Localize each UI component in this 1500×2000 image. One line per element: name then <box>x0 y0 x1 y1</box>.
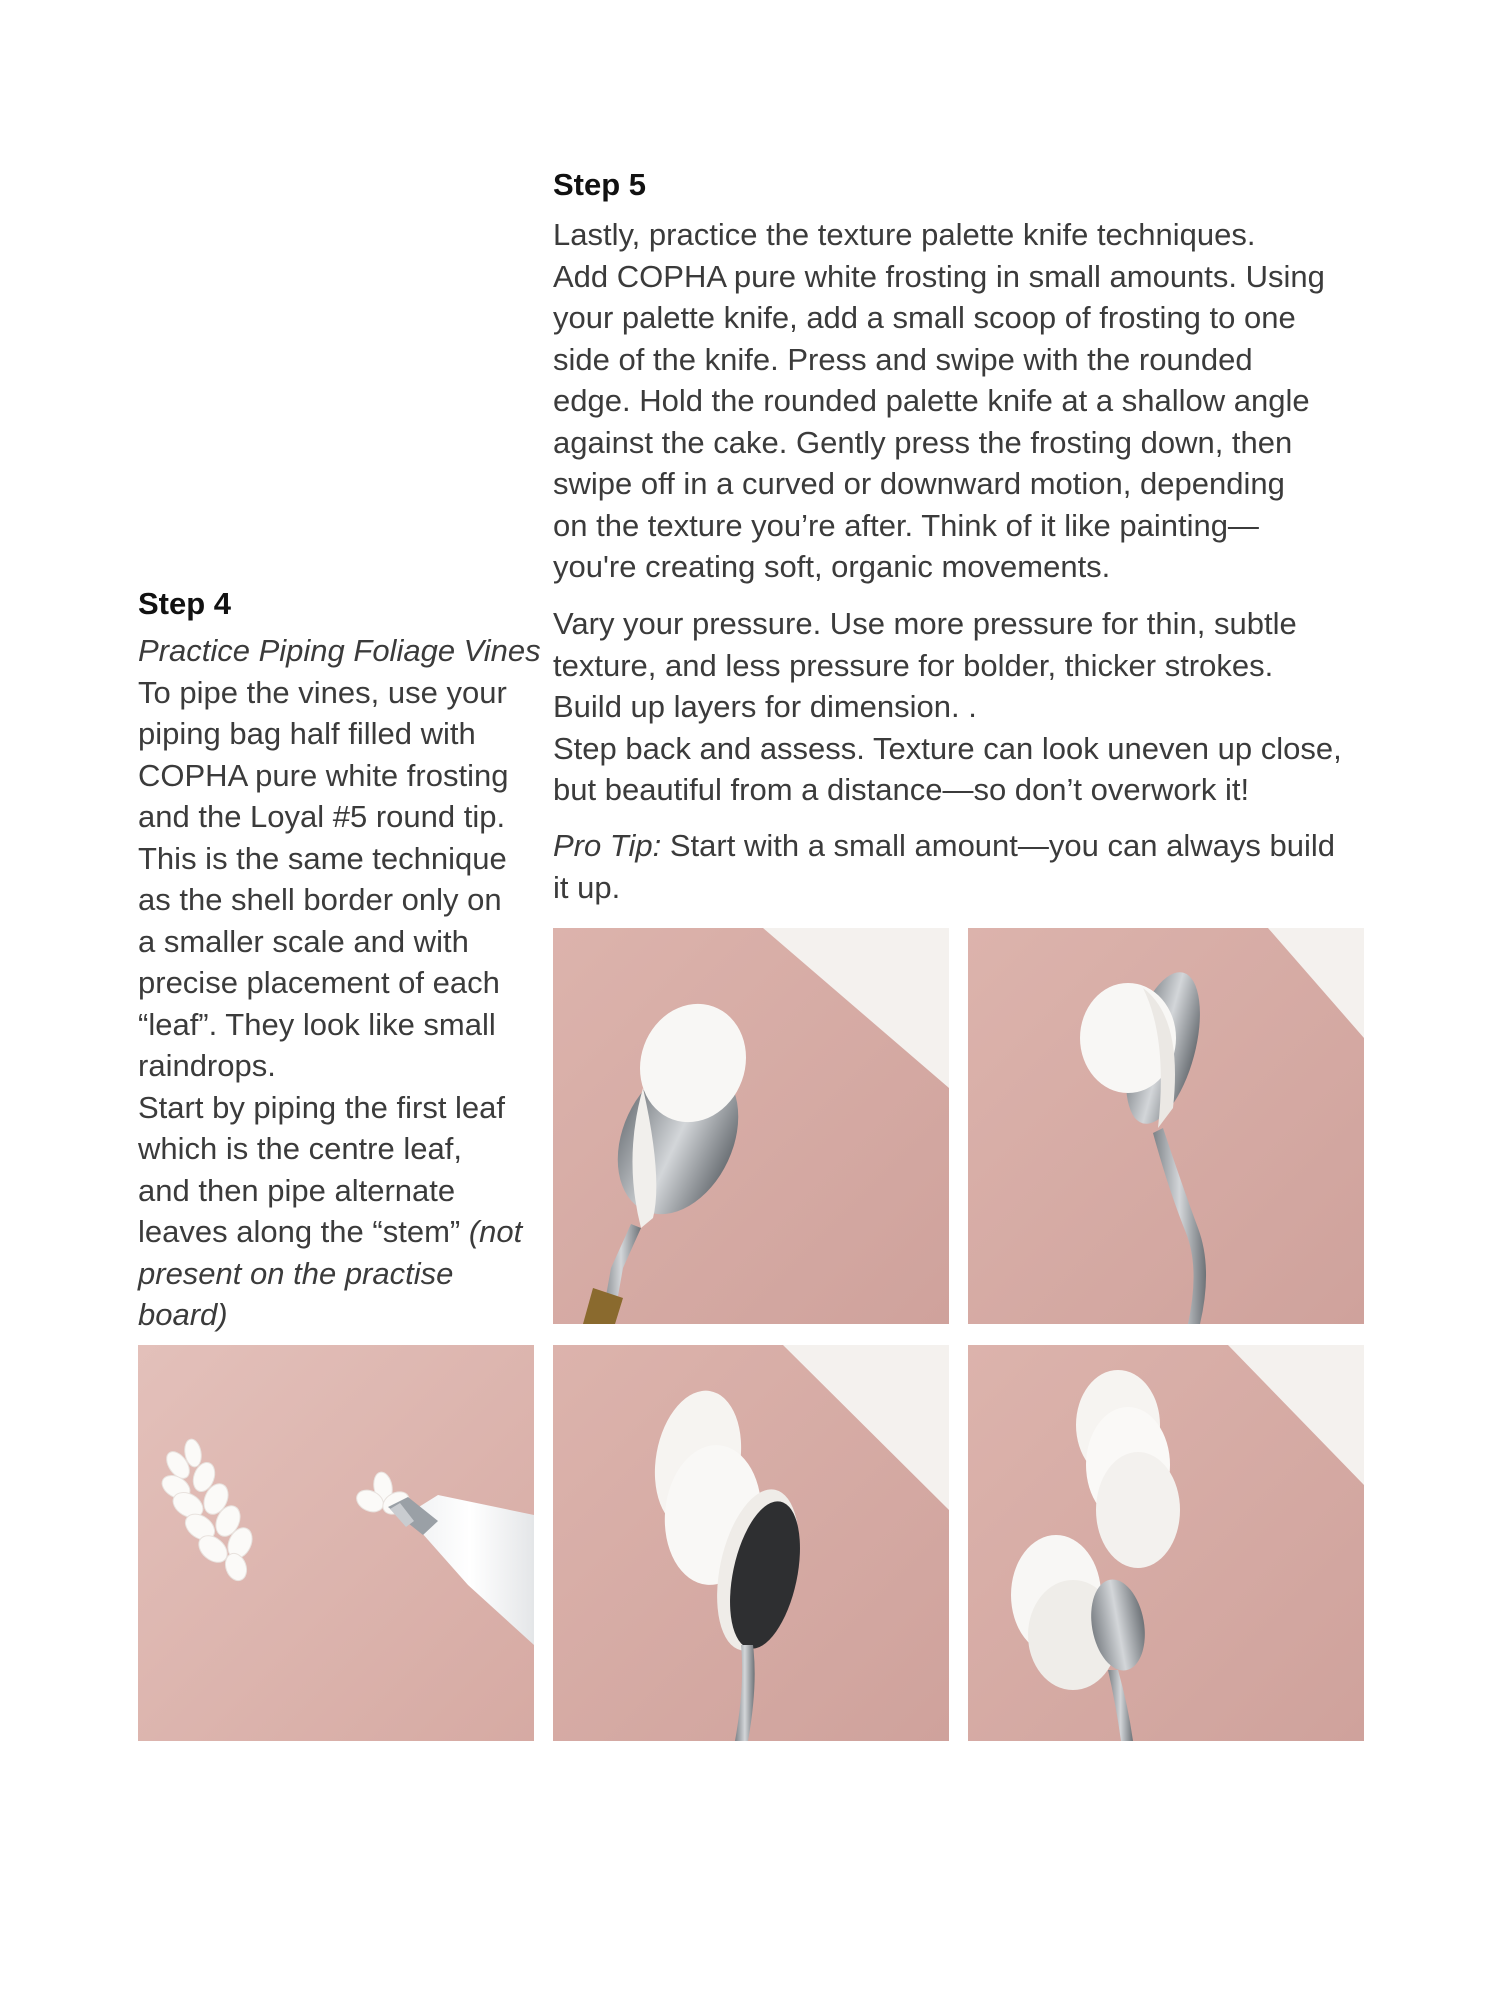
step5-pressure-line: texture, and less pressure for bolder, thicker strokes. <box>553 647 1274 683</box>
step4-line <box>138 838 541 880</box>
step5-pro-tip <box>553 825 1335 908</box>
step4-body <box>138 630 541 1336</box>
step4-line <box>138 1087 541 1129</box>
step4-line <box>138 879 541 921</box>
step4-line-text: COPHA pure white frosting <box>138 757 509 793</box>
step4-line-text: This is the same technique <box>138 840 507 876</box>
step5-paragraph-technique <box>553 214 1325 588</box>
pro-tip-label: Pro Tip: <box>553 828 662 863</box>
pro-tip-line <box>553 825 1335 867</box>
step4-line-text: Practice Piping Foliage Vines <box>138 633 541 668</box>
step4-line <box>138 1045 541 1087</box>
step4-line-text: and then pipe alternate <box>138 1172 456 1208</box>
step5-technique-line: side of the knife. Press and swipe with the rounded <box>553 341 1253 377</box>
step4-line-text: precise placement of each <box>138 965 500 1000</box>
step4-line-text: board) <box>138 1297 228 1332</box>
step4-line-text: a smaller scale and with <box>138 923 469 959</box>
step4-heading: Step 4 <box>138 586 232 621</box>
step4-line-text: which is the centre leaf, <box>138 1131 462 1166</box>
step4-line <box>138 1170 541 1212</box>
step4-line <box>138 1128 541 1170</box>
step5-pressure-line: Step back and assess. Texture can look uneven up close, <box>553 730 1342 766</box>
step5-pressure-line: but beautiful from a distance—so don’t overwork it! <box>553 772 1250 807</box>
step4-line <box>138 962 541 1004</box>
photo-layered-frosting-texture <box>968 1345 1364 1741</box>
pro-tip-line-2: it up. <box>553 869 621 905</box>
step5-pressure-line: Vary your pressure. Use more pressure for thin, subtle <box>553 606 1297 641</box>
step4-line-text: Start by piping the first leaf <box>138 1089 506 1125</box>
step5-technique-line: swipe off in a curved or downward motion, depending <box>553 466 1285 501</box>
photo-swiped-frosting-petals <box>553 1345 949 1741</box>
step4-line <box>138 672 541 714</box>
step4-line-text: raindrops. <box>138 1048 276 1083</box>
step4-line <box>138 713 541 755</box>
step4-line-suffix: (not <box>460 1214 523 1249</box>
step5-technique-line: on the texture you’re after. Think of it like painting— <box>553 507 1259 543</box>
step5-technique-line: Add COPHA pure white frosting in small amounts. Using <box>553 258 1325 294</box>
step4-line <box>138 1253 541 1295</box>
step4-line <box>138 1294 541 1336</box>
step4-line-text: “leaf”. They look like small <box>138 1006 496 1042</box>
step4-line <box>138 1211 541 1253</box>
step4-line-text: piping bag half filled with <box>138 716 476 751</box>
step4-line <box>138 921 541 963</box>
pro-tip-text: Start with a small amount—you can always build <box>661 828 1335 863</box>
photo-palette-knife-scoop <box>553 928 949 1324</box>
step4-line-text: To pipe the vines, use your <box>138 674 507 710</box>
step5-paragraph-pressure <box>553 603 1342 811</box>
step4-line <box>138 755 541 797</box>
step4-line <box>138 630 541 672</box>
step5-pressure-line: Build up layers for dimension. . <box>553 689 977 724</box>
step5-heading: Step 5 <box>553 167 647 202</box>
step4-line-text: leaves along the “stem” <box>138 1214 461 1249</box>
step4-line-text: and the Loyal #5 round tip. <box>138 799 506 834</box>
photo-piped-foliage-vines <box>138 1345 534 1741</box>
photo-palette-knife-press <box>968 928 1364 1324</box>
step4-line-text: as the shell border only on <box>138 882 502 917</box>
step4-line-text: present on the practise <box>138 1255 454 1291</box>
step5-technique-line: your palette knife, add a small scoop of frosting to one <box>553 300 1296 335</box>
step5-technique-line: edge. Hold the rounded palette knife at a shallow angle <box>553 383 1310 418</box>
step5-technique-line: you're creating soft, organic movements. <box>553 549 1111 584</box>
step4-line <box>138 1004 541 1046</box>
step5-technique-line: against the cake. Gently press the frosting down, then <box>553 424 1293 460</box>
step5-technique-line: Lastly, practice the texture palette knife techniques. <box>553 217 1256 252</box>
step4-line <box>138 796 541 838</box>
